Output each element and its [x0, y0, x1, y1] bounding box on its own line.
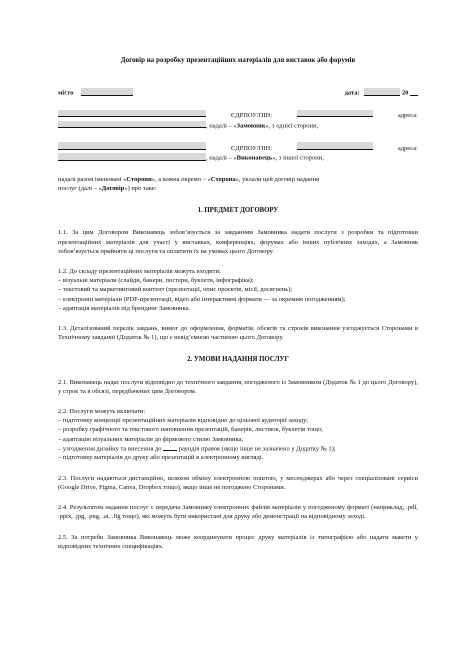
executor-role: Виконавець: [236, 154, 273, 162]
list-item: – узгодження дизайну та внесення до раундів правок (якщо інше не зазначено у Додатку № 1);: [58, 445, 336, 453]
list-item: – розробку графічного та текстового наповнення презентацій, банерів, листівок, буклетів тощо;: [58, 426, 323, 434]
list-item: – адаптацію візуальних матеріалів до фірмового стилю Замовника;: [58, 435, 244, 443]
intro-paragraph: надалі разом іменовані «Сторони», а кожна окремо – «Сторона», уклали цей договір надання послуг (далі – «Договір») про таке:: [58, 175, 320, 192]
clause-2-1: 2.1. Виконавець надає послуги відповідно до технічного завдання, погодженого із Замовником (Додаток № 1 до цього Договору), у строк та в обсязі, передбачених цим Договором.: [58, 378, 418, 395]
executor-block: [58, 142, 418, 162]
clause-2-2-list: [58, 416, 418, 463]
clause-1-2-list: [58, 276, 418, 313]
document-body: [58, 56, 418, 562]
list-item: – підготовку концепції презентаційних матеріалів відповідно до цільової аудиторії заходу;: [58, 417, 309, 425]
clause-2-2: 2.2. Послуги можуть включати: – підготовку концепції презентаційних матеріалів відповідно до цільової аудиторії заходу; – розробку графічного та текстового наповнення презентацій, банерів, листівок, буклетів тощо; – адаптацію візуальних матеріалів до фірмового стилю Замовника; – узгодження дизайну та внесення до раундів правок (якщо інше не зазначено у Додатку № 1); – підготовку матеріалів до друку або презентацій в електронному вигляді.: [58, 407, 418, 463]
executor-address-label: адреса:: [397, 144, 418, 152]
executor-line-1: [58, 142, 418, 153]
list-item: – адаптація матеріалів під брендинг Замовника.: [58, 304, 191, 312]
year-suffix-blank[interactable]: [410, 88, 418, 96]
city-field: [58, 88, 133, 98]
customer-role: Замовник: [236, 122, 266, 130]
date-year: 20: [401, 89, 409, 97]
executor-edrpou-blank[interactable]: [297, 142, 373, 150]
customer-edrpou-label: ЄДРПОУ/ПІН:: [230, 112, 273, 120]
executor-edrpou-label: ЄДРПОУ/ПІН:: [230, 144, 273, 152]
clause-1-3: 1.3. Деталізований перелік завдань, вимог до оформлення, форматів, обсягів та строків виконання узгоджується Сторонами в Технічному завданні (Додаток № 1), що є невід’ємною частиною цього Договору.: [58, 324, 418, 342]
date-label: дата:: [344, 89, 360, 97]
executor-text-a: , надалі – «: [206, 154, 237, 162]
list-item: – текстовий та маркетинговий контент (презентації, опис проєктів, місії, досягнень);: [58, 286, 293, 294]
customer-text-a: , надалі – «: [206, 122, 237, 130]
customer-edrpou-blank[interactable]: [297, 110, 373, 118]
executor-line-2: [58, 153, 418, 163]
document-title: Договір на розробку презентаційних матеріалів для виставок або форумів: [120, 56, 356, 64]
rounds-count-blank[interactable]: [163, 444, 177, 452]
section-1-heading: 1. ПРЕДМЕТ ДОГОВОРУ: [197, 207, 279, 215]
clause-2-3: 2.3. Послуги надаються дистанційно, шляхом обміну електронною поштою, у месенджерах або через спеціалізовані сервіси (Google Drive, Figma, Canva, Dropbox тощо), якщо інше не погоджено Сторонами.: [58, 474, 418, 491]
list-item: – візуальні матеріали (слайди, банери, постери, буклети, інфографіка);: [58, 277, 254, 285]
date-blank[interactable]: [364, 88, 400, 96]
customer-address-label: адреса:: [397, 112, 418, 120]
clause-2-5: 2.5. За потреби Замовника Виконавець може координувати процес друку матеріалів із типографією або надати макети у відповідних технічних специфікаціях.: [58, 533, 418, 550]
clause-2-4: 2.4. Результатом надання послуг є передача Замовнику електронних файлів матеріалів у погодженому форматі (наприклад, .pdf, .pptx, .jpg, .png, .ai, .fig тощо), які можуть бути використані для друку або демонстрації на відповідному заході.: [58, 504, 418, 521]
customer-block: [58, 110, 418, 130]
customer-line-2: [58, 121, 418, 131]
customer-name-blank[interactable]: [58, 110, 206, 118]
customer-address-blank[interactable]: [58, 121, 206, 129]
city-date-row: [58, 88, 418, 98]
date-field: [345, 88, 418, 98]
city-blank[interactable]: [81, 88, 133, 96]
executor-address-blank[interactable]: [58, 153, 206, 161]
city-label: місто: [58, 89, 74, 97]
list-item: – підготовку матеріалів до друку або презентацій в електронному вигляді.: [58, 454, 264, 462]
clause-1-1: 1.1. За цим Договором Виконавець зобов’язується за завданням Замовника надати послуги з розробки та підготовки презентаційних матеріалів для участі у виставках, конференціях, форумах або інших публічних заходах, а Замовник зобов’язується прийняти ці послуги та оплатити їх на умовах цього Договору.: [58, 229, 418, 255]
section-2-heading: 2. УМОВИ НАДАННЯ ПОСЛУГ: [187, 356, 289, 364]
executor-name-blank[interactable]: [58, 142, 206, 150]
customer-line-1: [58, 110, 418, 121]
executor-text-b: », з іншої сторони,: [272, 154, 324, 162]
clause-1-2: 1.2. До складу презентаційних матеріалів можуть входити: – візуальні матеріали (слайди, банери, постери, буклети, інфографіка); – текстовий та маркетинговий контент (презентації, опис проєктів, місії, досягнень); – електронні матеріали (PDF-презентації, відео або інтерактивні формати — за окремим погодженням); – адаптація матеріалів під брендинг Замовника.: [58, 267, 418, 313]
customer-text-b: », з однієї сторони,: [265, 122, 319, 130]
list-item: – електронні матеріали (PDF-презентації, відео або інтерактивні формати — за окремим погодженням);: [58, 295, 346, 303]
